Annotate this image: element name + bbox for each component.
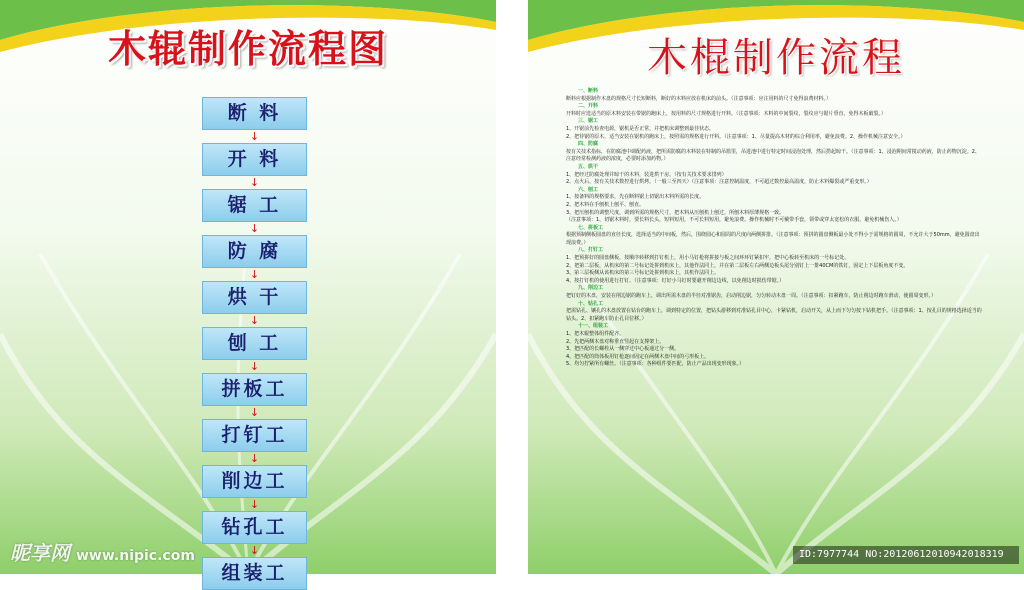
section-heading: 六、刨工 (578, 186, 599, 193)
section-heading: 七、拼板工 (578, 224, 604, 231)
flow-step: 刨 工 (202, 327, 307, 360)
section-text: （注意事项：1、切锯木料时，要长料长头，短料短用，不可长料短用，避免浪费。操作机械时不可戴带手套，领带或穿太宽松的衣服，避免机械伤人。） (566, 217, 902, 224)
section-text: 1、开锯前先检查电源，锯机是否正常，并把机床调整到最佳状态。 (566, 125, 715, 132)
section-heading: 五、烘干 (578, 163, 599, 170)
flow-arrow: ↓ (249, 222, 260, 235)
watermark-brand: 昵享网 (10, 541, 70, 565)
section-text: 根据预制侧板圆盘的直径长度，选择适当的中间板，然后，围绕圆心和圆周的尺度向两侧拼排。（注意事项：预拼的圆盘侧板最小处不得小于需规格的圆周，不允许大于50mm，避免圆盘出现浪费。） (566, 232, 980, 246)
flow-step: 防 腐 (202, 235, 307, 268)
flow-arrow: ↓ (249, 452, 260, 465)
flow-step: 锯 工 (202, 189, 307, 222)
flow-step: 钻孔工 (202, 511, 307, 544)
flow-arrow: ↓ (249, 130, 260, 143)
flowchart (202, 97, 307, 590)
section-heading: 一、断料 (578, 88, 599, 94)
section-text: 3、第三层板侧从该机床的第三号标记处拼到机床上，其机作法同上。 (566, 270, 720, 277)
watermark-url: www.nipic.com (76, 548, 195, 564)
section-text: 开料时应选适当的原木料安装在带锯的跑床上，按用料的尺寸规格进行开料。（注意事项：木料的中间裂纹，裂纹应与锯片垂直，免得木板破裂。） (566, 110, 887, 117)
section-heading: 三、锯工 (578, 118, 599, 125)
section-heading: 二、开料 (578, 103, 599, 110)
section-text: 4、按打钉机的使用进行打钉。（注意事项：钉好小马钉时要避开削边边线，以免削边时损伤带锯。） (566, 277, 785, 284)
section-text: 3、把匹配的长螺栓从一侧穿过中心板通过分一侧。 (566, 346, 680, 353)
flow-arrow: ↓ (249, 176, 260, 189)
flow-step: 烘 干 (202, 281, 307, 314)
image-id-bar: ID:7977744 NO:20120612010942018319 (793, 546, 1019, 564)
flow-step: 开 料 (202, 143, 307, 176)
panel-divider (496, 0, 528, 574)
section-heading: 十一、组装工 (578, 323, 609, 330)
flow-arrow: ↓ (249, 406, 260, 419)
section-text: 2、把木料在手刨机上刨平、刨直。 (566, 201, 645, 208)
section-heading: 八、打钉工 (578, 247, 604, 254)
flow-arrow: ↓ (249, 498, 260, 511)
section-text: 把钉好的木盘，安装在削边锯的跑车上，调出所需木盘的半径对准锯齿，启动削边锯，匀匀转动木盘一周。（注意事项：扣紧跑车，防止削边时跑车滑动，使圆周变形。） (566, 293, 937, 300)
section-text: 1、把木辊整体组件配齐。 (566, 331, 625, 337)
section-text: 5、均匀拧紧所有螺丝。（注意事项：各种组件要匹配，防止产品出现变形现象。） (566, 361, 745, 368)
section-text: 1、把预拼好的圆盘侧板，按顺序转移到打钉机上，用小马钉枪将拼接与板之间环环钉紧扣牢，把中心板转至机床的一号标记处。 (566, 255, 850, 262)
section-heading: 十、钻孔工 (578, 300, 604, 307)
flowchart-title: 木辊制作流程图 (107, 27, 388, 71)
process-title: 木棍制作流程 (647, 35, 905, 81)
section-text: 1、把经过防腐处理并晾干的木料，装进烘干房。（按有关技术要求排列） (566, 171, 727, 178)
process-description (566, 88, 984, 369)
flow-step: 削边工 (202, 465, 307, 498)
flow-arrow: ↓ (249, 544, 260, 557)
flow-arrow: ↓ (249, 360, 260, 373)
section-text: 2、点火后，按有关技术数控进行烘烤。（一般三至四天）（注意事项：注意控制温度，不可超过数控最高温度，防止木料爆裂或严重变形。） (566, 179, 872, 186)
section-text: 1、按备料的规格要求，先在断料锯上切锯出木料所需的长度。 (566, 194, 705, 201)
flow-step: 打钉工 (202, 419, 307, 452)
flow-step: 断 料 (202, 97, 307, 130)
flow-arrow: ↓ (249, 268, 260, 281)
section-text: 2、先把两侧木盘对称垂直竖起在支撑架上。 (566, 338, 665, 345)
flow-step: 组装工 (202, 557, 307, 590)
section-text: 2、把待锯的原木，适当安装在锯机的跑床上，按照需的规格进行开料。（注意事项：1、尽量提高木材的综合利用率，避免浪费。2、操作机械注意安全。） (566, 133, 906, 140)
section-text: 3、把压刨机的调整尺度，调到所需的规格尺寸，把木料从压刨机上刨过，所刨木料厚薄规格一致。 (566, 209, 785, 216)
flow-arrow: ↓ (249, 314, 260, 327)
section-text: 按有关技术指标，在防腐池中调配药液，把所需防腐的木料装在特制的吊篮里，吊进池中进行特定时间浸泡处理，然后捞起晾干。（注意事项：1、浸泡期间常搅动药液，防止药物沉淀。2、注意经常检测药液的浓度，必要时添加药物。） (566, 148, 980, 163)
section-heading: 四、防腐 (578, 141, 599, 148)
section-text: 2、把第二层板，从机床的第二号标记处拼到机床上，其他作法同上，并在第二层板左右两侧边板头尾分别钉上一排40CM的铁钉，固定上下层板角度不变。 (566, 262, 909, 269)
site-watermark (10, 537, 195, 566)
flow-step: 拼板工 (202, 373, 307, 406)
section-text: 断料应根据制作木盘的规格尺寸长短断料，断好的木料应放在机床的前头。（注意事项：应注用料的尺寸免得浪费材料。） (566, 95, 832, 102)
section-text: 把需钻孔、镶孔的木盘放置在钻台的跑车上，调到特定的位置，把钻头游移到对准钻孔目中心，卡紧钻机，启动开关，从上而下匀匀按下钻机把手。（注意事项：1、按孔目的规格选择适当的钻头。2、扣紧跑车防止孔目位移。） (566, 308, 982, 322)
section-text: 4、把匹配的筒体板用钉枪逐间固定在两侧木盘中间的弓形板上。 (566, 353, 710, 360)
section-heading: 九、削边工 (578, 285, 604, 292)
